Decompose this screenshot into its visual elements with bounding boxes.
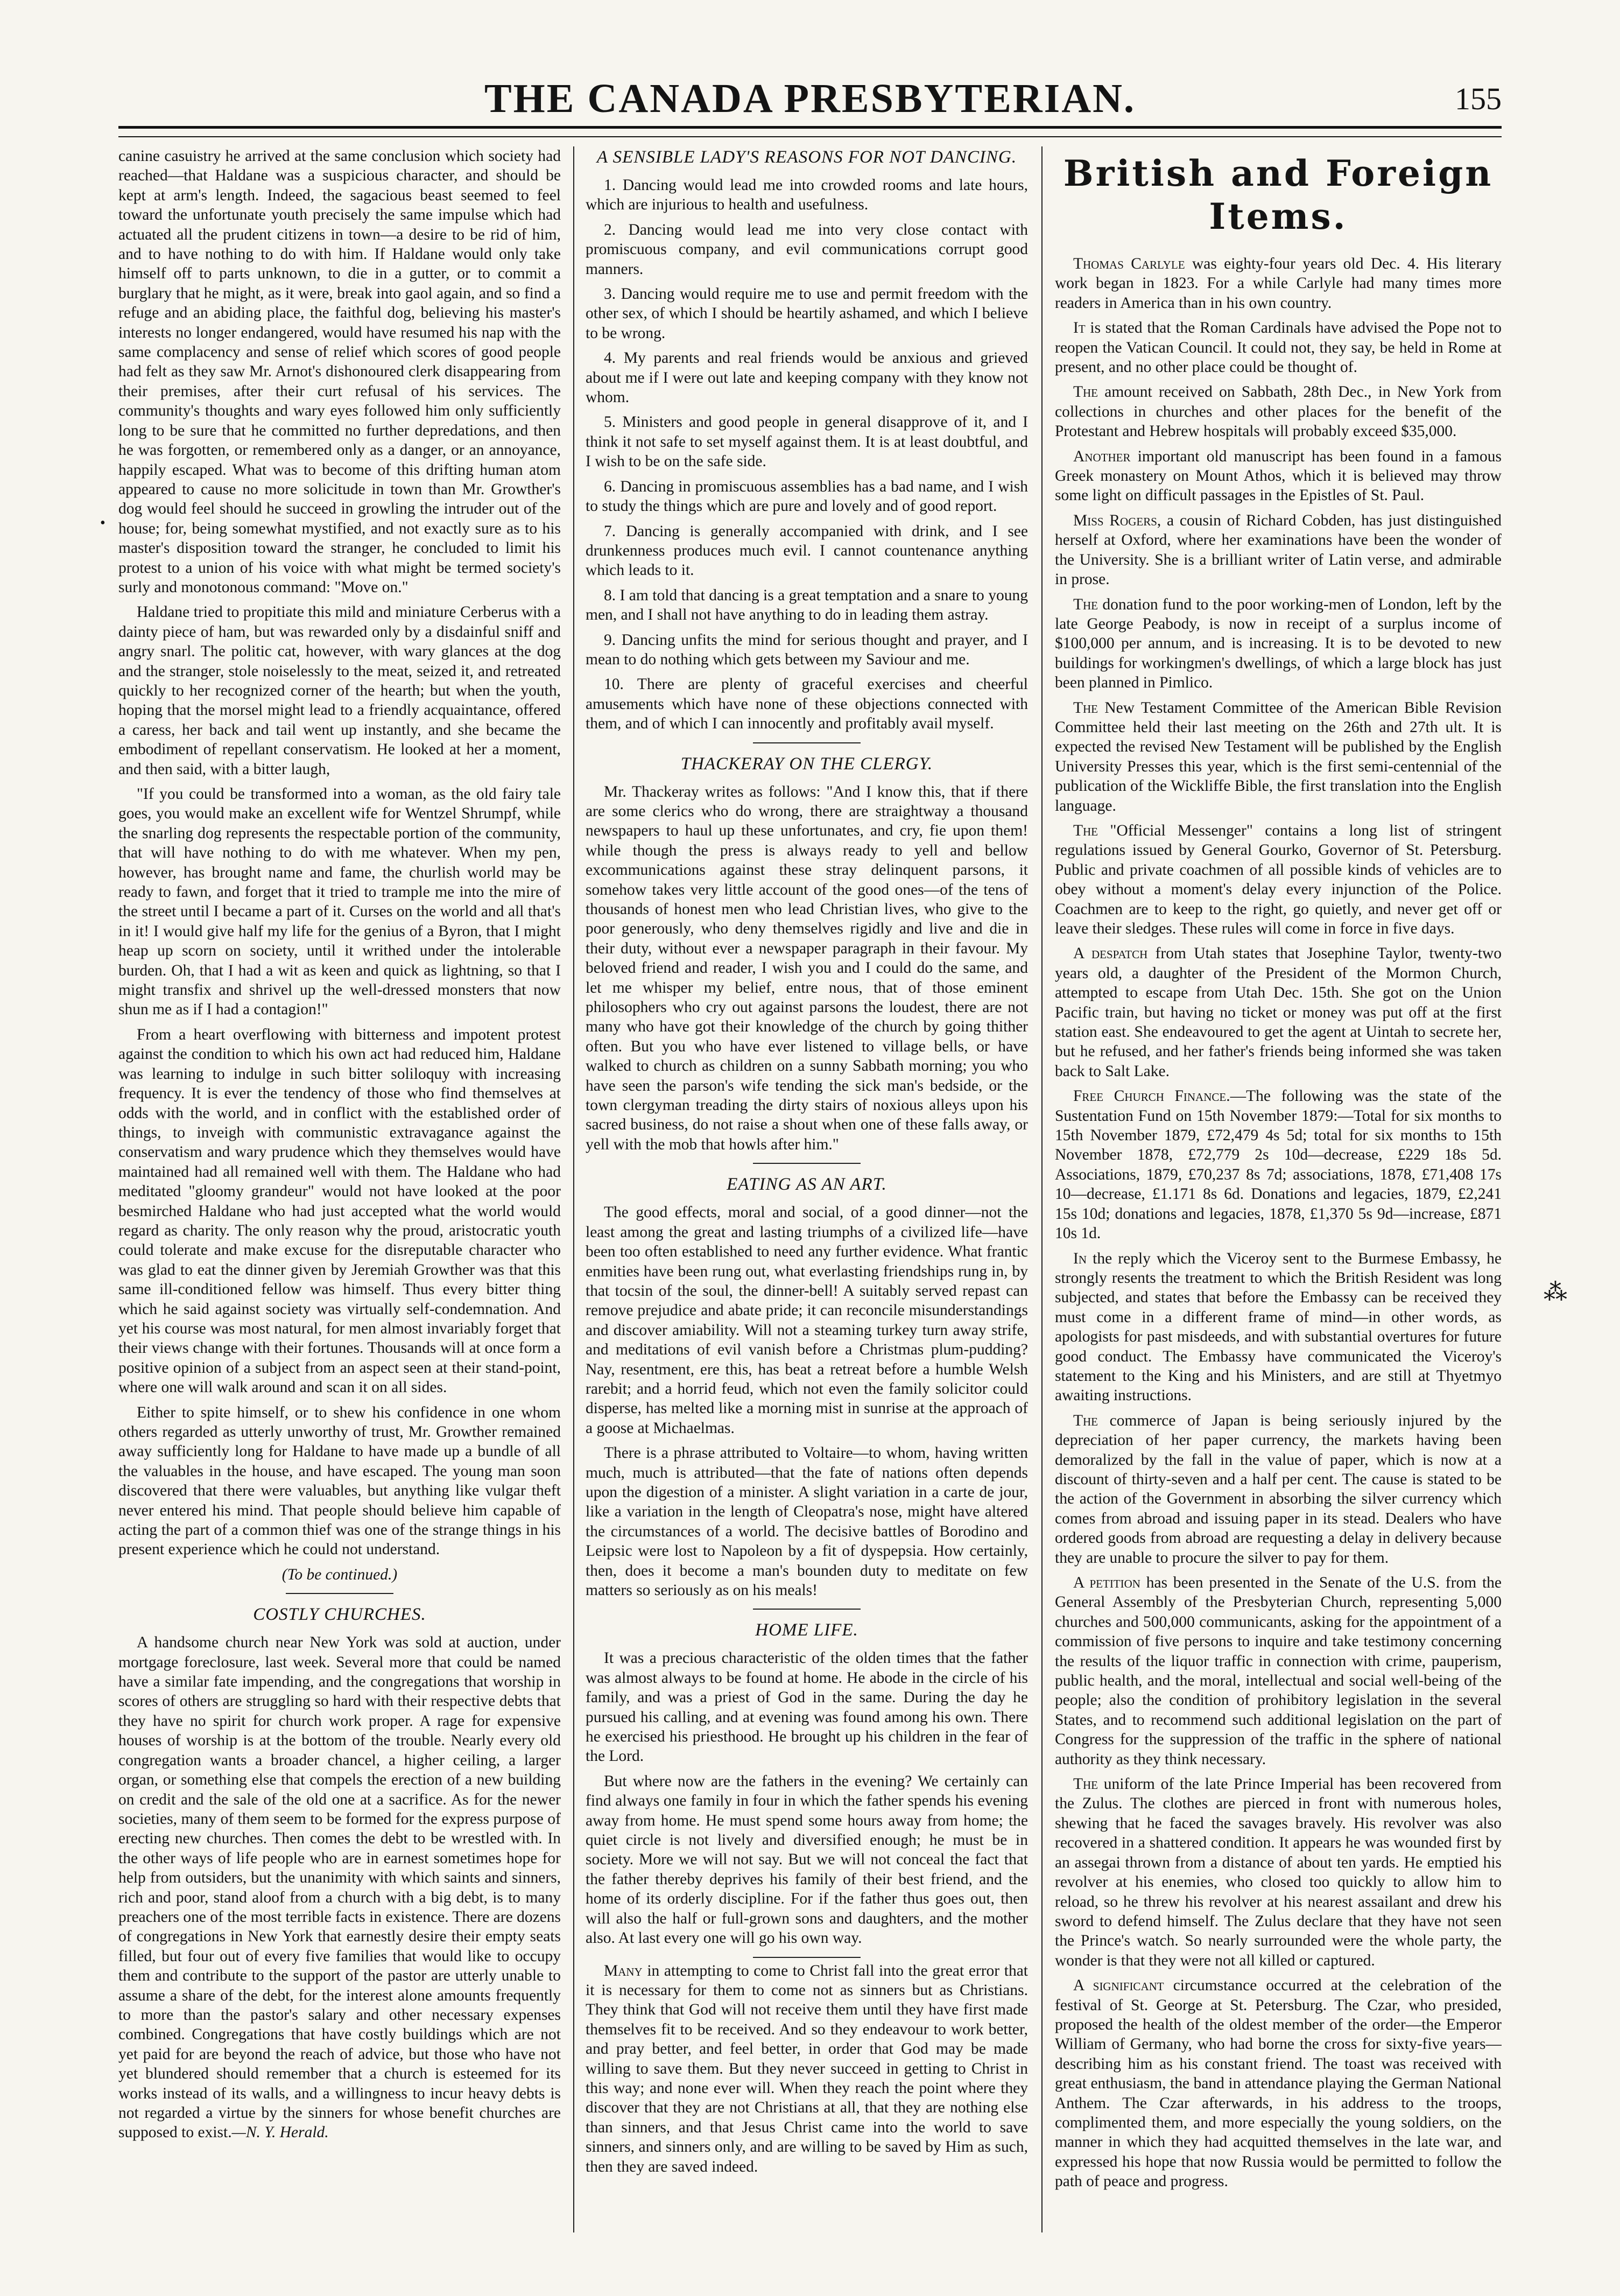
lead-word: It	[1073, 319, 1086, 337]
news-text: circumstance occurred at the celebration of the festival of St. George at St. Petersburg. The Czar, who presided, proposed the health of the oldest member of the order—the Emperor William of Germany, who had borne the cross for sixty-five years—describing him as his constant friend. The toast was received with great enthusiasm, the band in attendance playing the German National Anthem. The Czar afterwards, in his address to the troops, complimented them, and more especially the young soldiers, on the manner in which they had acquitted themselves in the late war, and expressed his hope that now Russia would be permitted to follow the path of peace and progress.	[1055, 1977, 1502, 2190]
section-rule	[753, 742, 861, 743]
news-item	[1055, 1774, 1502, 1970]
list-item: 10. There are plenty of graceful exercises and cheerful amusements which have none of these objections connected with them, and of which I can innocently and profitably avail myself.	[586, 676, 1028, 733]
news-item	[1055, 1411, 1502, 1568]
news-item	[1055, 944, 1502, 1081]
news-text: has been presented in the Senate of the U.S. from the General Assembly of the Presbyterian Church, representing 5,000 churches and 500,000 communicants, asking for the appointment of a commission of five persons to inquire and take testimony concerning the results of the liquor traffic in connection with crime, pauperism, public health, and the moral, intellectual and social well-being of the people; also the condition of prohibitory legislation in the several States, and to recommend such additional legislation on the part of Congress for the suppression of the traffic in the sphere of national authority as they think necessary.	[1055, 1574, 1502, 1768]
masthead-rule	[118, 126, 1502, 137]
news-item	[1055, 447, 1502, 505]
article-heading-costly-churches: COSTLY CHURCHES.	[253, 1605, 426, 1625]
news-item	[1055, 1086, 1502, 1243]
news-text: the reply which the Viceroy sent to the Burmese Embassy, he strongly resents the treatment to which the British Resident was long subjected, and states that before the Embassy can be received they must come in a different frame of mind—in other words, as apologists for past misdeeds, and with substantial overtures for future good conduct. The Embassy have communicated the Viceroy's statement to the King and his Ministers, and are still at Thyetmyo awaiting instructions.	[1055, 1249, 1502, 1405]
column-1	[118, 146, 561, 2238]
section-rule	[286, 1593, 393, 1594]
news-text: —The following was the state of the Sustentation Fund on 15th November 1879:—Total for six months to 15th November 1879, £72,479 4s 5d; total for six months to 15th November 1878, £72,779 2s 10d—decrease, £229 18s 5d. Associations, 1879, £70,237 8s 7d; associations, 1878, £71,408 17s 10—decrease, £1.171 8s 6d. Donations and legacies, 1879, £2,241 15s 10d; donations and legacies, 1878, £1,370 5s 9d—increase, £871 10s 1d.	[1055, 1087, 1502, 1242]
lead-word: Free Church Finance.	[1073, 1087, 1230, 1105]
page-number: 155	[1455, 81, 1502, 116]
story-paragraph: "If you could be transformed into a woman, as the old fairy tale goes, you would make an excellent wife for Wentzel Shrumpf, while the snarling dog represents the respectable portion of the community, that will have nothing to do with me whatever. When my pen, however, has brought name and fame, the churlish world may be ready to fawn, and forget that it tried to trample me into the mire of the street until I became a part of it. Curses on the world and all that's in it! I would give half my life for the genius of a Byron, that I might heap up scorn on society, until it writhed under the intolerable burden. Oh, that I had a wit as keen and quick as lightning, so that I might transfix and shrivel up the well-dressed monsters that now shun me as if I had a contagion!"	[118, 785, 561, 1019]
story-paragraph: Either to spite himself, or to shew his confidence in one whom others regarded as utterly unworthy of trust, Mr. Growther remained away sufficiently long for Haldane to have made up a bundle of all the valuables in the house, and have escaped. The young man soon discovered that there were valuables, but anything like vulgar theft never entered his mind. That people should believe him capable of acting the part of a common thief was one of the strange things in his present experience which he could not understand.	[118, 1403, 561, 1558]
news-text: New Testament Committee of the American Bible Revision Committee held their last meeting on the 26th and 27th ult. It is expected the revised New Testament will be published by the English University Presses this year, which is the first semi-centennial of the publication of the Wickliffe Bible, the first translation into the English language.	[1055, 699, 1502, 815]
news-text: from Utah states that Josephine Taylor, twenty-two years old, a daughter of the President of the Mormon Church, attempted to escape from Utah Dec. 15th. She got on the Union Pacific train, but having no ticket or money was put off at the first station east. She endeavoured to get the agent at Uintah to secrete her, but he refused, and her father's friends being informed she was taken back to Salt Lake.	[1055, 945, 1502, 1080]
continued-note: (To be continued.)	[281, 1565, 398, 1583]
news-item	[1055, 511, 1502, 589]
list-item: 3. Dancing would require me to use and permit freedom with the other sex, of which I should be heartily ashamed, and which I believe to be wrong.	[586, 285, 1028, 342]
story-paragraph: From a heart overflowing with bitterness and impotent protest against the condition to which his own act had reduced him, Haldane was learning to indulge in such bitter soliloquy with increasing frequency. It is ever the tendency of those who find themselves at odds with the world, and in conflict with the established order of things, to inveigh with communistic extravagance against the conservatism and wary prudence which they themselves would have maintained had all remained well with them. The Haldane who had meditated "gloomy grandeur" would not have looked at the poor besmirched Haldane who had just accepted what the world would regard as charity. The only reason why the proud, aristocratic youth could tolerate and make excuse for the disreputable character who was glad to eat the dinner given by Jeremiah Growther was that this same ill-conditioned fellow was himself. Thus every bitter thing which he said against society was virtually self-condemnation. And yet his course was most natural, for men almost invariably forget that their views change with their fortunes. Thousands will at once form a positive opinion of a subject from an aspect seen at their stand-point, where one will walk around and scan it on all sides.	[118, 1026, 561, 1396]
list-item: 8. I am told that dancing is a great temptation and a snare to young men, and I shall not have anything to do in leading them astray.	[586, 586, 1028, 624]
list-item: 1. Dancing would lead me into crowded rooms and late hours, which are injurious to health and usefulness.	[586, 177, 1028, 214]
article-heading-dancing: A SENSIBLE LADY'S REASONS FOR NOT DANCING.	[596, 148, 1017, 167]
news-item	[1055, 821, 1502, 938]
news-item	[1055, 382, 1502, 441]
column-divider	[573, 146, 574, 2232]
lead-word: The	[1073, 1412, 1098, 1429]
lead-word: Thomas Carlyle	[1073, 255, 1185, 272]
article-paragraph: But where now are the fathers in the evening? We certainly can find always one family in four in which the father spends his evening away from home. He must spend some hours away from home; the quiet circle is not lively and diversified enough; he must be in society. More we will not say. But we will not conceal the fact that the father thereby deprives his family of their best friend, and the home of its orderly discipline. For if the father thus goes out, then will also the half or full-grown sons and daughters, and the mother also. At last every one will go his own way.	[586, 1772, 1028, 1947]
article-heading-home-life: HOME LIFE.	[755, 1620, 858, 1640]
list-item: 5. Ministers and good people in general disapprove of it, and I think it not safe to set myself against them. It is at least doubtful, and I wish to be on the safe side.	[586, 413, 1028, 471]
article-text: in attempting to come to Christ fall into the great error that it is necessary for them to come not as sinners but as Christians. They think that God will not receive them until they have first made themselves fit to be received. And so they endeavour to work better, and pray better, and feel better, in order that God may be made willing to save them. But they never succeed in getting to Christ in this way; and none ever will. When they reach the point where they discover that they are not Christians at all, that they are nothing else than sinners, and that Jesus Christ came into the world to save sinners, and sinners only, and are willing to be saved by Him as such, then they are saved indeed.	[586, 1962, 1028, 2175]
section-title: British and Foreign Items.	[1063, 152, 1494, 237]
margin-mark: •	[100, 515, 105, 531]
news-item	[1055, 318, 1502, 377]
lead-word: The	[1073, 595, 1098, 613]
news-text: amount received on Sabbath, 28th Dec., in New York from collections in churches and other places for the benefit of the Protestant and Hebrew hospitals will probably exceed $35,000.	[1055, 383, 1502, 440]
lead-word: A petition	[1073, 1574, 1140, 1591]
publication-title: THE CANADA PRESBYTERIAN.	[484, 76, 1136, 121]
news-text: commerce of Japan is being seriously injured by the depreciation of her paper currency, the markets having been demoralized by the fall in the value of paper, which is now at a discount of thirty-seven and a half per cent. The cause is stated to be the action of the Government in absorbing the silver currency which comes from abroad and issuing paper in its stead. Dealers who have ordered goods from abroad are requesting a delay in delivery because they are unable to procure the silver to pay for them.	[1055, 1412, 1502, 1567]
lead-word: Another	[1073, 447, 1131, 465]
lead-word: Many	[604, 1962, 643, 1979]
article-paragraph: There is a phrase attributed to Voltaire—to whom, having written much, much is attributed—that the fate of nations often depends upon the digestion of a minister. A slight variation in a carte de jour, like a variation in the length of Cleopatra's nose, might have altered the circumstances of a world. The decisive battles of Borodino and Leipsic were lost to Napoleon by a fit of dyspepsia. How certainly, then, does it become a man's bounden duty to meditate on few matters so seriously as on his meals!	[586, 1444, 1028, 1599]
lead-word: A significant	[1073, 1977, 1164, 1995]
list-item: 9. Dancing unfits the mind for serious thought and prayer, and I mean to do nothing which gets between my Saviour and me.	[586, 631, 1028, 668]
list-item: 7. Dancing is generally accompanied with drink, and I see drunkenness produces much evil. I cannot countenance anything which leads to it.	[586, 522, 1028, 579]
section-rule	[753, 1163, 861, 1164]
news-text: "Official Messenger" contains a long list of stringent regulations issued by General Gourko, Governor of St. Petersburg. Public and private coachmen of all possible kinds of vehicles are to obey without a moment's delay every injunction of the Police. Coachmen are to keep to the right, go quietly, and never get off or leave their sledges. These rules will come in force in five days.	[1055, 821, 1502, 937]
news-item	[1055, 1249, 1502, 1406]
article-paragraph: Mr. Thackeray writes as follows: "And I know this, that if there are some clerics who do wrong, there are straightway a thousand newspapers to haul up these unfortunates, and cry, fie upon them! while though the press is always ready to yell and bellow excommunications against these stray delinquent parsons, it somehow takes very little account of the good ones—of the tens of thousands of honest men who lead Christian lives, who give to the poor generously, who deny themselves rigidly and live and die in their duty, without ever a newspaper paragraph in their favour. My beloved friend and reader, I wish you and I could do the same, and let me whisper my belief, entre nous, that of those eminent philosophers who cry out against parsons the loudest, there are not many who have got their knowledge of the church by going thither often. But you who have ever listened to village bells, or have walked to church as children on a sunny Sabbath morning; you who have seen the parson's wife tending the sick man's bedside, or the town clergyman treading the dirty stairs of noxious alleys upon his sacred business, do not raise a shout when one of these falls away, or yell with the mob that howls after him."	[586, 783, 1028, 1153]
news-text: , a cousin of Richard Cobden, has just distinguished herself at Oxford, where her examinations have been the wonder of the University. She is a brilliant writer of Latin verse, and admirable in prose.	[1055, 511, 1502, 588]
article-paragraph	[586, 1961, 1028, 2176]
news-text: uniform of the late Prince Imperial has been recovered from the Zulus. The clothes are pierced in front with numerous holes, shewing that he faced the savages bravely. His revolver was also recovered in a shattered condition. It appears he was wounded first by an assegai thrown from a distance of about ten yards. He emptied his revolver at his enemies, who closed too quickly to allow him to reload, so he threw his revolver at his nearest assailant and drew his sword to defend himself. The Zulus declare that they have not seen the Prince's watch. So nearly surrounded were the whole party, the wonder is that they were not all killed or captured.	[1055, 1775, 1502, 1969]
news-text: important old manuscript has been found in a famous Greek monastery on Mount Athos, which it is believed may throw some light on difficult passages in the Epistles of St. Paul.	[1055, 447, 1502, 504]
lead-word: The	[1073, 1775, 1098, 1793]
lead-word: Miss Rogers	[1073, 511, 1157, 529]
list-item: 4. My parents and real friends would be anxious and grieved about me if I were out late and keeping company with they know not whom.	[586, 349, 1028, 406]
lead-word: A despatch	[1073, 945, 1148, 963]
section-rule	[753, 1609, 861, 1610]
list-item: 6. Dancing in promiscuous assemblies has a bad name, and I wish to study the things which are pure and lovely and of good report.	[586, 478, 1028, 515]
article-heading-thackeray: THACKERAY ON THE CLERGY.	[680, 754, 933, 774]
article-heading-eating: EATING AS AN ART.	[727, 1175, 887, 1195]
news-text: was eighty-four years old Dec. 4. His literary work began in 1823. For a while Carlyle had many times more readers in America than in his own country.	[1055, 255, 1502, 312]
article-paragraph	[118, 1633, 561, 2143]
column-3	[1055, 146, 1502, 2238]
lead-word: The	[1073, 821, 1098, 839]
news-item	[1055, 254, 1502, 313]
article-text: A handsome church near New York was sold at auction, under mortgage foreclosure, last week. Several more that could be named have a similar fate impending, and the congregations that worship in scores of others are struggling so hard with their respective debts that they have no spirit for church work proper. A rage for expensive houses of worship is at the bottom of the trouble. Nearly every old congregation wants a broader chancel, a higher ceiling, a larger organ, or something else that compels the erection of a new building on credit and the sale of the old one at a sacrifice. As for the newer societies, many of them seem to be formed for the express purpose of erecting new churches. Then comes the debt to be wrestled with. In the other ways of life people who are in earnest sometimes hope for help from outsiders, but the unanimity with which saints and sinners, rich and poor, stand aloof from a church with a big debt, is to many preachers one of the most terrible facts in existence. There are dozens of congregations in New York that earnestly desire their empty seats filled, but four out of every five families that would like to occupy them and contribute to the support of the pastor are utterly unable to assume a share of the debt, for the interest alone amounts frequently to more than the pastor's salary and other necessary expenses combined. Congregations that have costly buildings which are not yet paid for are beyond the reach of advice, but those who have not yet blundered should remember that a church is esteemed for its works instead of its walls, and a willingness to incur heavy debts is not regarded a virtue by the sinners for whose benefit churches are supposed to exist.	[118, 1634, 561, 2141]
story-paragraph: canine casuistry he arrived at the same conclusion which society had reached—that Haldane was a suspicious character, and should be kept at arm's length. Indeed, the sagacious beast seemed to feel toward the unfortunate youth precisely the same impulse which had actuated all the prudent citizens in town—a desire to be rid of him, and to have nothing to do with him. If Haldane would only take himself off to parts unknown, to die in a gutter, or to commit a burglary that he might, as it were, break into gaol again, and so find a refuge and an abiding place, the faithful dog, believing his master's interests no longer endangered, would have resumed his nap with the same complacency and sense of relief which scores of good people had felt as they saw Mr. Arnot's dishonoured clerk disappearing from their premises, after their curt refusal of his services. The community's thoughts and wary eyes followed him only sufficiently long to be sure that he committed no further depredations, and then he was forgotten, or remembered only as a danger, or an annoyance, happily escaped. What was to become of this drifting human atom appeared to cause no more solicitude in town than Mr. Growther's dog would feel should he succeed in growling the intruder out of the house; for, being somewhat mystified, and not exactly sure as to his master's disposition toward the stranger, he concluded to limit his protest to a union of his voice with what might be termed society's surly and monotonous command: "Move on."	[118, 148, 561, 596]
news-item	[1055, 595, 1502, 693]
news-item	[1055, 1976, 1502, 2191]
lead-word: The	[1073, 383, 1098, 401]
column-2	[586, 146, 1028, 2238]
news-text: donation fund to the poor working-men of London, left by the late George Peabody, is now in receipt of a surplus income of $100,000 per annum, and is increasing. It is to be devoted to new buildings for workingmen's dwellings, of which a large block has just been planned in Pimlico.	[1055, 595, 1502, 692]
story-paragraph: Haldane tried to propitiate this mild and miniature Cerberus with a dainty piece of ham, but was rewarded only by a disdainful sniff and angry snarl. The politic cat, however, with wary glances at the dog and the stranger, stole noiselessly to the meat, seized it, and retreated quickly to her recognized corner of the hearth; but when the youth, hoping that the morsel might lead to a friendly acquaintance, offered a caress, her back and tail went up instantly, and she became the embodiment of repellant conservatism. He looked at her a moment, and then said, with a bitter laugh,	[118, 603, 561, 778]
news-item	[1055, 698, 1502, 816]
article-paragraph: The good effects, moral and social, of a good dinner—not the least among the great and lasting triumphs of a civilized life—have been too often established to need any further evidence. What frantic enmities have been rung out, what everlasting friendships rung in, by that tocsin of the soul, the dinner-bell! A suitably served repast can remove prejudice and abate pride; it can reconcile misunderstandings and discover amiability. Will not a steaming turkey turn away strife, and meditations of evil vanish before a Christmas plum-pudding? Nay, resentment, ere this, has beat a retreat before a humble Welsh rarebit; and a horrid feud, which not even the family solicitor could disperse, has melted like a morning mist in sunrise at the approach of a goose at Michaelmas.	[586, 1204, 1028, 1437]
article-paragraph: It was a precious characteristic of the olden times that the father was almost always to be found at home. He abode in the circle of his family, and was a priest of God in the same. During the day he pursued his calling, and at evening was found among his own. There he exercised his priesthood. He brought up his children in the fear of the Lord.	[586, 1649, 1028, 1765]
article-source: —N. Y. Herald.	[231, 2124, 329, 2141]
list-item: 2. Dancing would lead me into very close contact with promiscuous company, and evil communications corrupt good manners.	[586, 221, 1028, 278]
margin-mark: ⁂	[1544, 1279, 1567, 1305]
section-rule	[753, 1957, 861, 1958]
lead-word: The	[1073, 699, 1098, 717]
column-divider	[1041, 146, 1043, 2232]
news-item	[1055, 1573, 1502, 1769]
lead-word: In	[1073, 1249, 1087, 1267]
news-text: is stated that the Roman Cardinals have advised the Pope not to reopen the Vatican Council. It could not, they say, be held in Rome at present, and no other place could be thought of.	[1055, 319, 1502, 376]
